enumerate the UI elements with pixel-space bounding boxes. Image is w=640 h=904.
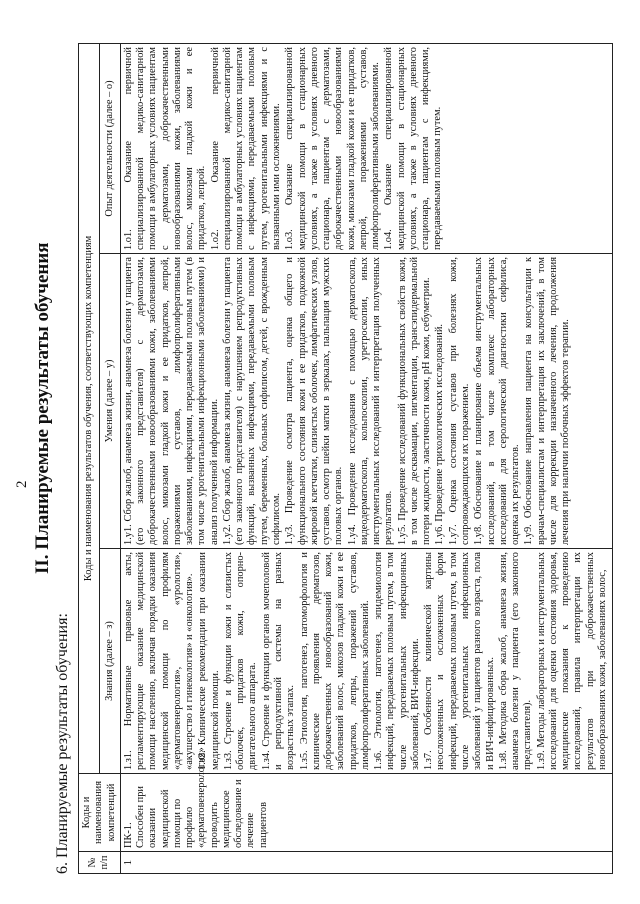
experience-item: 1.о1. Оказание первичной специализированной медико-санитарной помощи в амбулаторных условиях пациентам с дерматозами, доброкачественными новообразованиями кожи, заболеваниями волос, микозами гладкой кожи и ее придатков, лепрой. [122,47,208,250]
page-number: 2 [14,480,30,488]
knowledge-item: 1.з9. Методы лабораторных и инструментальных исследований для оценки состояния здоровья, медицинские показания к проведению исследований, правила интерпретации их результатов при доброкачественных новообразованиях кожи, заболеваниях волос, [535,552,608,770]
knowledge-item: 1.з3. Строение и функции кожи и слизистых оболочек, придатков кожи, опорно-двигательного аппарата. [222,552,259,770]
skill-item: 1.у8. Обоснование и планирование объема инструментальных исследований, в том числе комплекс лабораторных исследований для серологической диагностики сифилиса, оценка их результатов. [473,257,522,545]
header-codes: Коды и наименования компетенций [79,774,121,852]
experience-cell [120,44,612,254]
knowledge-cell [120,549,612,774]
knowledge-item: 1.з2. Клинические рекомендации при оказании медицинской помощи. [197,552,221,770]
skill-item: 1.у4. Проведение исследования с помощью дерматоскопа, видеодерматоскопа, кольпоскопии, уретроскопии, иных инструментальных исследований и интерпретация полученных результатов. [346,257,395,545]
header-num: № п/п [79,852,121,874]
competence-cell: ПК-1. Способен при оказании медицинской помощи по профилю «дерматовенерология» проводить медицинское обследование и лечение пациентов [120,774,612,852]
skill-item: 1.у9. Обоснование направления пациента на консультации к врачам-специалистам и интерпретация их заключений, в том числе для коррекции назначенного лечения, продолжения лечения при наличии побочных эффектов терапии. [523,257,572,545]
skill-item: 1.у2. Сбор жалоб, анамнеза жизни, анамнеза болезни у пациента (его законного представителя) с нарушением репродуктивных функций, вызванных инфекциями, передаваемыми половым путем, беременных, больных сифилисом, детей, с врожденным сифилисом. [221,257,282,545]
skill-item: 1.у7. Оценка состояния суставов при болезнях кожи, сопровождающихся их поражением. [447,257,471,545]
section-title: II. Планируемые результаты обучения [32,242,53,574]
header-row-1 [79,44,100,874]
header-row-2 [99,44,120,874]
knowledge-item: 1.з8. Методика сбора жалоб, анамнеза жизни, анамнеза болезни у пациента (его законного представителя). [497,552,534,770]
subsection-title: 6. Планируемые результаты обучения: [54,613,71,874]
header-skills: Умения (далее – у) [99,254,120,549]
experience-item: 1.о3. Оказание специализированной медицинской помощи в стационарных условиях, а также в условиях дневного стационара, пациентам с дерматозами, доброкачественными новообразованиями кожи, микозами гладкой кожи и ее придатков, лепрой, поражениями суставов, лимфопролиферативными заболеваниями. [284,47,382,250]
table-row [120,44,612,874]
knowledge-item: 1.з4. Строение и функции органов мочеполовой и репродуктивной системы на разных возрастных этапах. [260,552,297,770]
skills-cell [120,254,612,549]
skill-item: 1.у3. Проведение осмотра пациента, оценка общего и функционального состояния кожи и ее придатков, подкожной жировой клетчатки, слизистых оболочек, лимфатических узлов, суставов, осмотр шейки матки в зеркалах, пальпация мужских половых органов. [284,257,345,545]
row-number: 1 [120,852,612,874]
skill-item: 1.у5. Проведение исследований функциональных свойств кожи, в том числе десквамации, пигментации, трансэпидермальной потери жидкости, эластичности кожи, pH кожи, себуметрии. [396,257,433,545]
knowledge-item: 1.з7. Особенности клинической картины неосложненных и осложненных форм инфекций, передаваемых половым путем, в том числе урогенитальных инфекционных заболеваний у пациентов разного возраста, пола и ВИЧ-инфицированных. [423,552,496,770]
knowledge-item: 1.з5. Этиология, патогенез, патоморфология и клинические проявления дерматозов, доброкачественных новообразований кожи, заболеваний волос, микозов гладкой кожи и ее придатков, лепры, поражений суставов, лимфопролиферативных заболеваний. [298,552,371,770]
experience-item: 1.о4. Оказание специализированной медицинской помощи в стационарных условиях, а также в условиях дневного стационара, пациентам с инфекциями, передаваемыми половым путем. [383,47,444,250]
knowledge-item: 1.з6. Этиология, патогенез, эпидемиология инфекций, передаваемых половым путем, в том числе урогенитальных инфекционных заболеваний, ВИЧ-инфекции. [373,552,421,770]
results-table [78,43,613,874]
knowledge-item: 1.з1. Нормативные правовые акты, регламентирующие оказание медицинской помощи населению, включая порядки оказания медицинской помощи по профилям «дерматовенерология», «урология», «акушерство и гинекология» и «онкология». [122,552,196,770]
header-knowledge: Знания (далее – з) [99,549,120,774]
experience-item: 1.о2. Оказание первичной специализированной медико-санитарной помощи в амбулаторных условиях пациентам с инфекциями, передаваемыми половым путем, урогенитальными инфекциями и с вызванными ими осложнениями. [209,47,282,250]
skill-item: 1.у1. Сбор жалоб, анамнеза жизни, анамнеза болезни у пациента (его законного представителя) с дерматозами, доброкачественными новообразованиями кожи, заболеваниями волос, микозами гладкой кожи и ее придатков, лепрой, поражениями суставов, лимфопролиферативными заболеваниями, инфекциями, передаваемыми половым путем (в том числе урогенитальными инфекционными заболеваниями) и анализ полученной информации. [122,257,220,545]
skill-item: 1.у6. Проведение трихологических исследований. [434,323,446,545]
header-group: Коды и наименования результатов обучения, соответствующих компетенциям [79,44,100,774]
header-experience: Опыт деятельности (далее – о) [99,44,120,254]
